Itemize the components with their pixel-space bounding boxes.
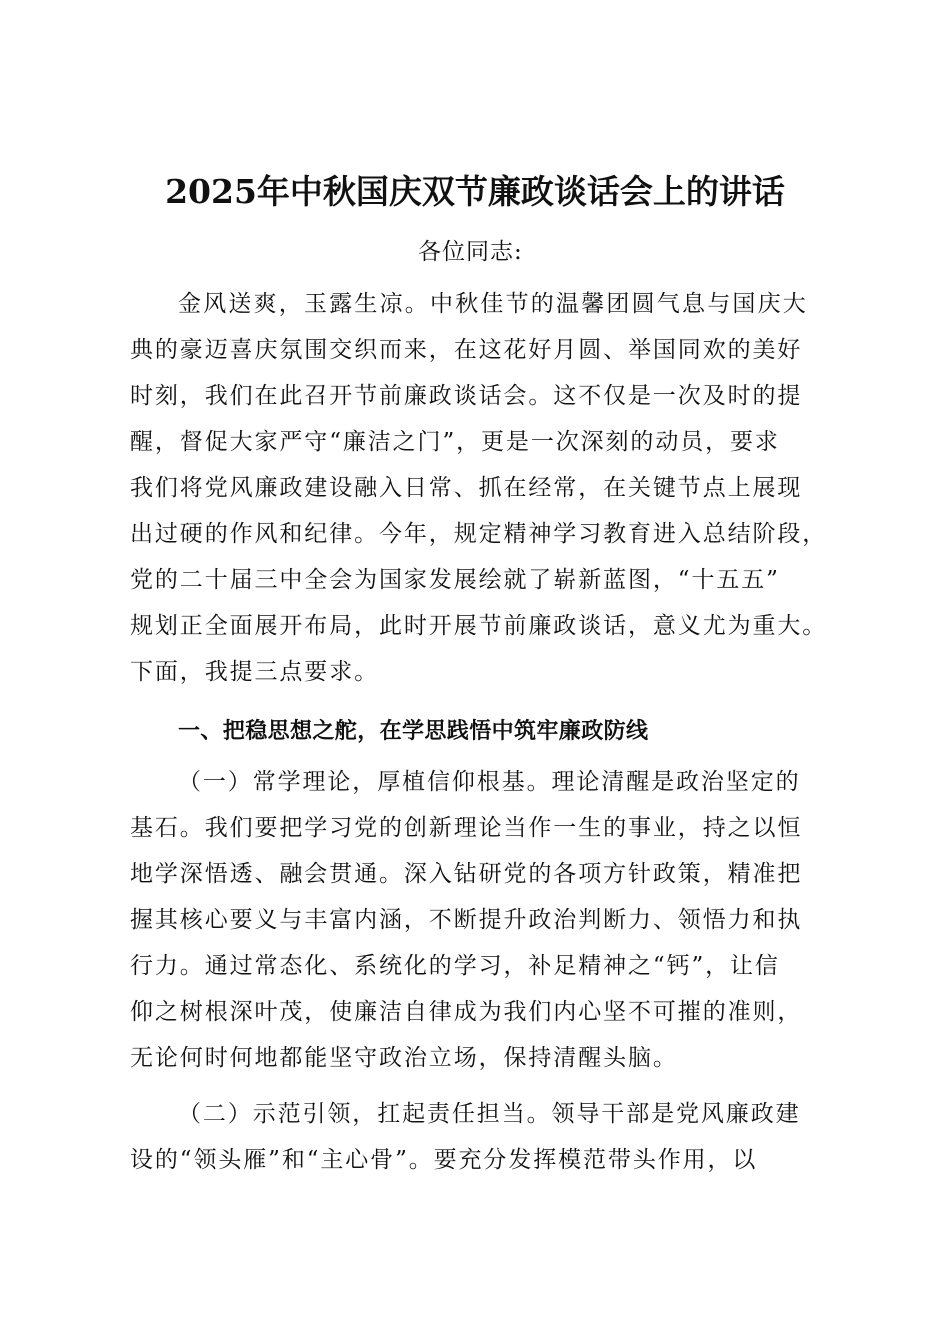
- paragraph-line: 我们将党风廉政建设融入日常、抓在经常，在关键节点上展现: [130, 475, 803, 501]
- paragraph-line: 规划正全面展开布局，此时开展节前廉政谈话，意义尤为重大。: [130, 613, 828, 639]
- paragraph-line: 下面，我提三点要求。: [130, 659, 379, 685]
- paragraph-line: 仰之树根深叶茂，使廉洁自律成为我们内心坚不可摧的准则，: [130, 999, 803, 1025]
- paragraph-line: 党的二十届三中全会为国家发展绘就了崭新蓝图，“十五五”: [130, 567, 780, 593]
- document-title: 2025年中秋国庆双节廉政谈话会上的讲话: [165, 172, 785, 211]
- paragraph-line: 设的“领头雁”和“主心骨”。要充分发挥模范带头作用，以: [130, 1147, 758, 1173]
- paragraph-line: 典的豪迈喜庆氛围交织而来，在这花好月圆、举国同欢的美好: [130, 337, 803, 363]
- paragraph-line: 握其核心要义与丰富内涵，不断提升政治判断力、领悟力和执: [130, 907, 803, 933]
- paragraph-line: 金风送爽，玉露生凉。中秋佳节的温馨团圆气息与国庆大: [178, 291, 808, 317]
- paragraph-line: 时刻，我们在此召开节前廉政谈话会。这不仅是一次及时的提: [130, 383, 803, 409]
- paragraph-line: （二）示范引领，扛起责任担当。领导干部是党风廉政建: [178, 1101, 801, 1127]
- paragraph-line: 基石。我们要把学习党的创新理论当作一生的事业，持之以恒: [130, 815, 803, 841]
- paragraph-line: 醒，督促大家严守“廉洁之门”，更是一次深刻的动员，要求: [130, 429, 780, 455]
- section-heading: 一、把稳思想之舵，在学思践悟中筑牢廉政防线: [178, 719, 649, 744]
- paragraph-line: （一）常学理论，厚植信仰根基。理论清醒是政治坚定的: [178, 769, 801, 795]
- paragraph-line: 无论何时何地都能坚守政治立场，保持清醒头脑。: [130, 1045, 678, 1071]
- salutation: 各位同志:: [418, 239, 523, 265]
- paragraph-line: 地学深悟透、融会贯通。深入钻研党的各项方针政策，精准把: [130, 861, 803, 887]
- paragraph-line: 出过硬的作风和纪律。今年，规定精神学习教育进入总结阶段，: [130, 521, 828, 547]
- paragraph-line: 行力。通过常态化、系统化的学习，补足精神之“钙”，让信: [130, 953, 780, 979]
